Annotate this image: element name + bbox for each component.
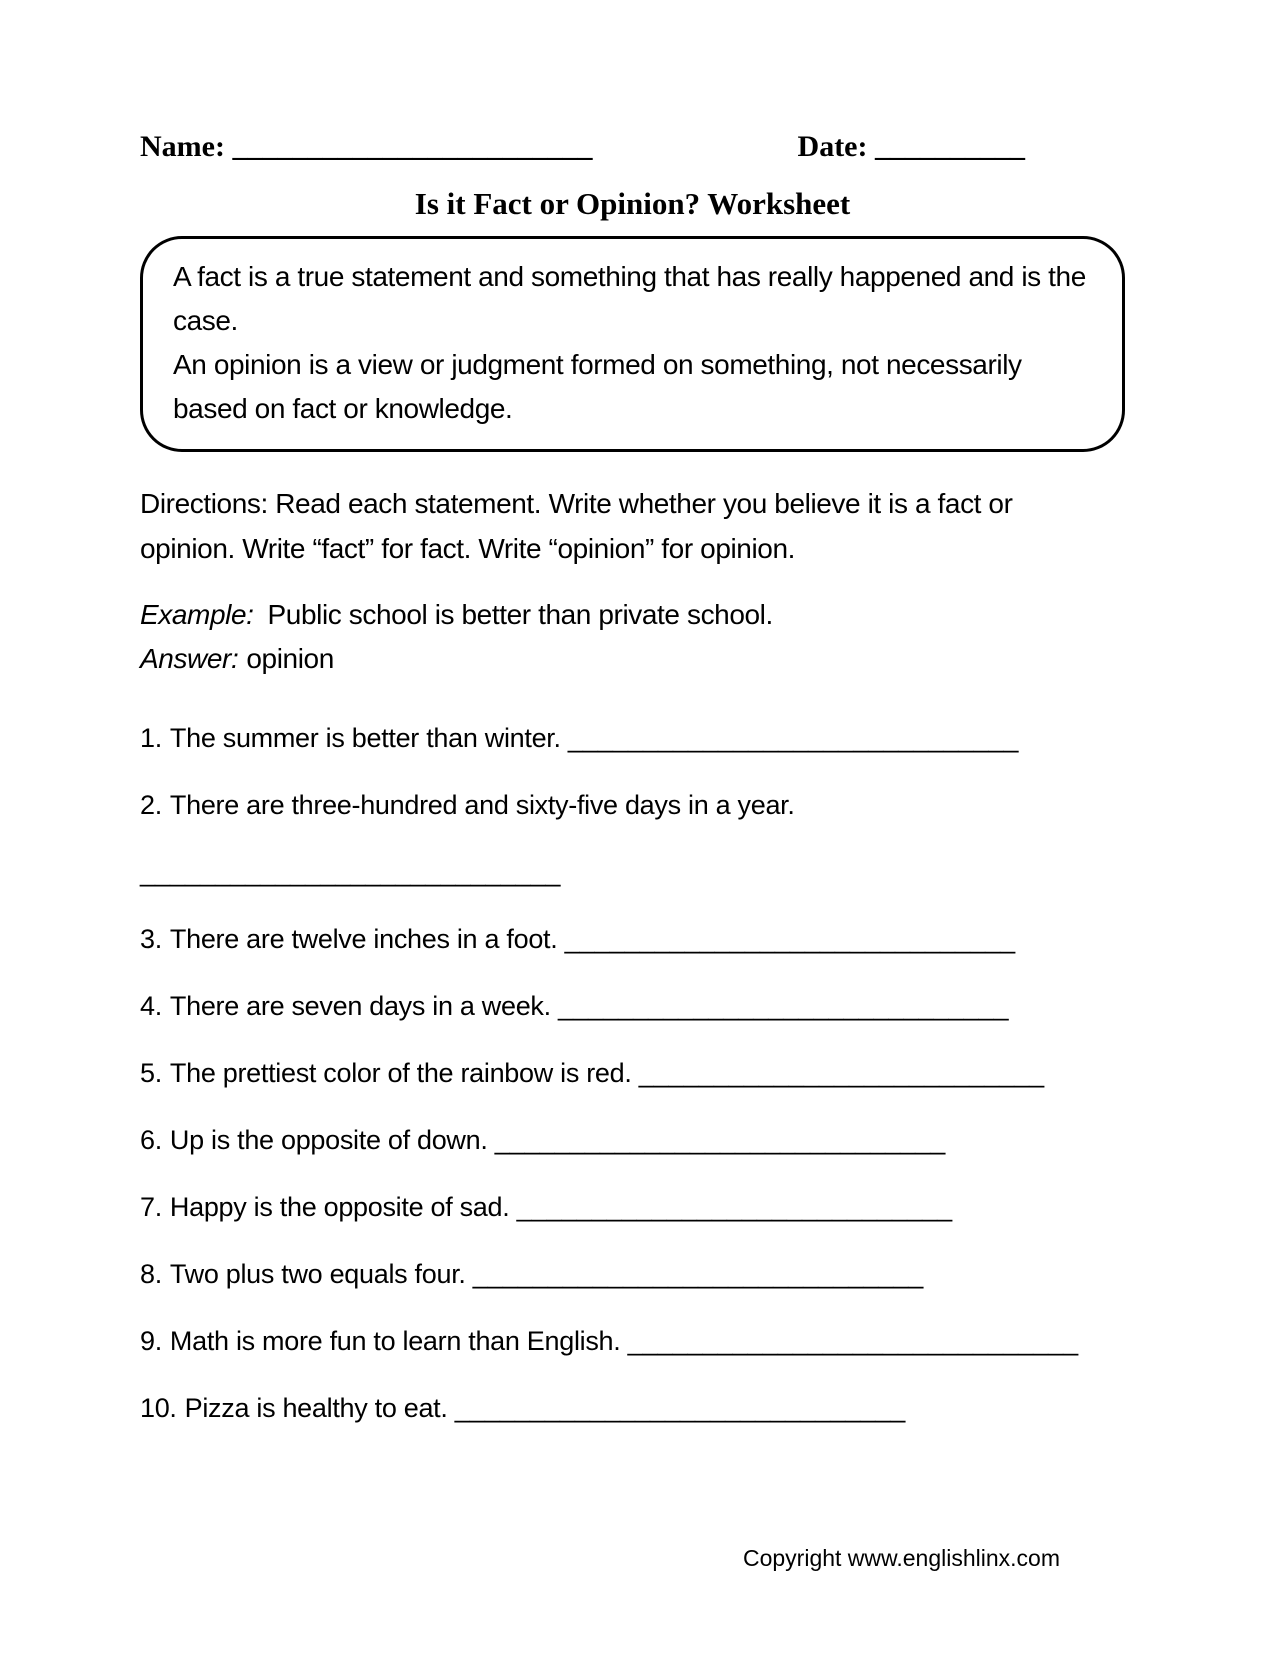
question-number: 2. [140,790,162,821]
answer-blank: ____________________________ [140,857,561,888]
question-text: Happy is the opposite of sad. [169,1192,510,1223]
question-text: Up is the opposite of down. [169,1125,488,1156]
example-sentence: Public school is better than private school. [267,599,773,631]
question-2-blank-row [140,857,1125,888]
answer-label: Answer: [140,643,239,675]
question-9 [140,1326,1125,1357]
question-text: There are seven days in a week. [169,991,551,1022]
fact-definition: A fact is a true statement and something that has really happened and is the case. [173,261,1086,336]
question-text: The prettiest color of the rainbow is red. [169,1058,632,1089]
question-number: 10. [140,1393,177,1424]
question-number: 5. [140,1058,162,1089]
name-blank-line: ________________________ [232,130,593,163]
name-group [140,130,592,164]
question-text: There are three-hundred and sixty-five days in a year. [169,790,795,821]
date-label: Date: [797,130,868,163]
question-number: 7. [140,1192,162,1223]
example-row [140,599,1125,631]
question-text: There are twelve inches in a foot. [169,924,558,955]
question-3 [140,924,1125,955]
question-text: Math is more fun to learn than English. [169,1326,621,1357]
opinion-definition: An opinion is a view or judgment formed on something, not necessarily based on fact or knowledge. [173,348,1022,424]
question-number: 8. [140,1259,162,1290]
answer-blank: ______________________________ [472,1259,924,1290]
answer-row [140,643,1125,675]
answer-blank: ______________________________ [564,924,1016,955]
copyright-text: Copyright www.englishlinx.com [742,1545,1060,1571]
question-number: 9. [140,1326,162,1357]
question-6 [140,1125,1125,1156]
example-label: Example: [140,599,254,631]
question-1 [140,723,1125,754]
question-text: The summer is better than winter. [169,723,561,754]
question-number: 3. [140,924,162,955]
question-2 [140,790,1125,821]
answer-blank: _____________________________ [516,1192,953,1223]
directions-text: Directions: Read each statement. Write whether you believe it is a fact or opinion. Write “fact” for fact. Write “opinion” for opinion. [140,487,1013,564]
answer-blank: ______________________________ [454,1393,906,1424]
date-blank-line: __________ [875,130,1025,163]
question-number: 6. [140,1125,162,1156]
question-4 [140,991,1125,1022]
question-text: Pizza is healthy to eat. [184,1393,448,1424]
name-label: Name: [140,130,225,163]
answer-blank: ______________________________ [558,991,1009,1022]
question-list [140,723,1125,1424]
question-number: 1. [140,723,162,754]
answer-blank: ______________________________ [627,1326,1079,1357]
definition-box [140,236,1125,452]
question-5 [140,1058,1125,1089]
question-text: Two plus two equals four. [169,1259,466,1290]
question-8 [140,1259,1125,1290]
worksheet-title: Is it Fact or Opinion? Worksheet [414,186,851,221]
question-number: 4. [140,991,162,1022]
date-group [798,130,1025,164]
question-10 [140,1393,1125,1424]
answer-blank: ______________________________ [567,723,1019,754]
question-7 [140,1192,1125,1223]
answer-blank: ___________________________ [638,1058,1045,1089]
answer-value: opinion [246,643,334,675]
header-row [140,130,1125,164]
answer-blank: ______________________________ [494,1125,946,1156]
